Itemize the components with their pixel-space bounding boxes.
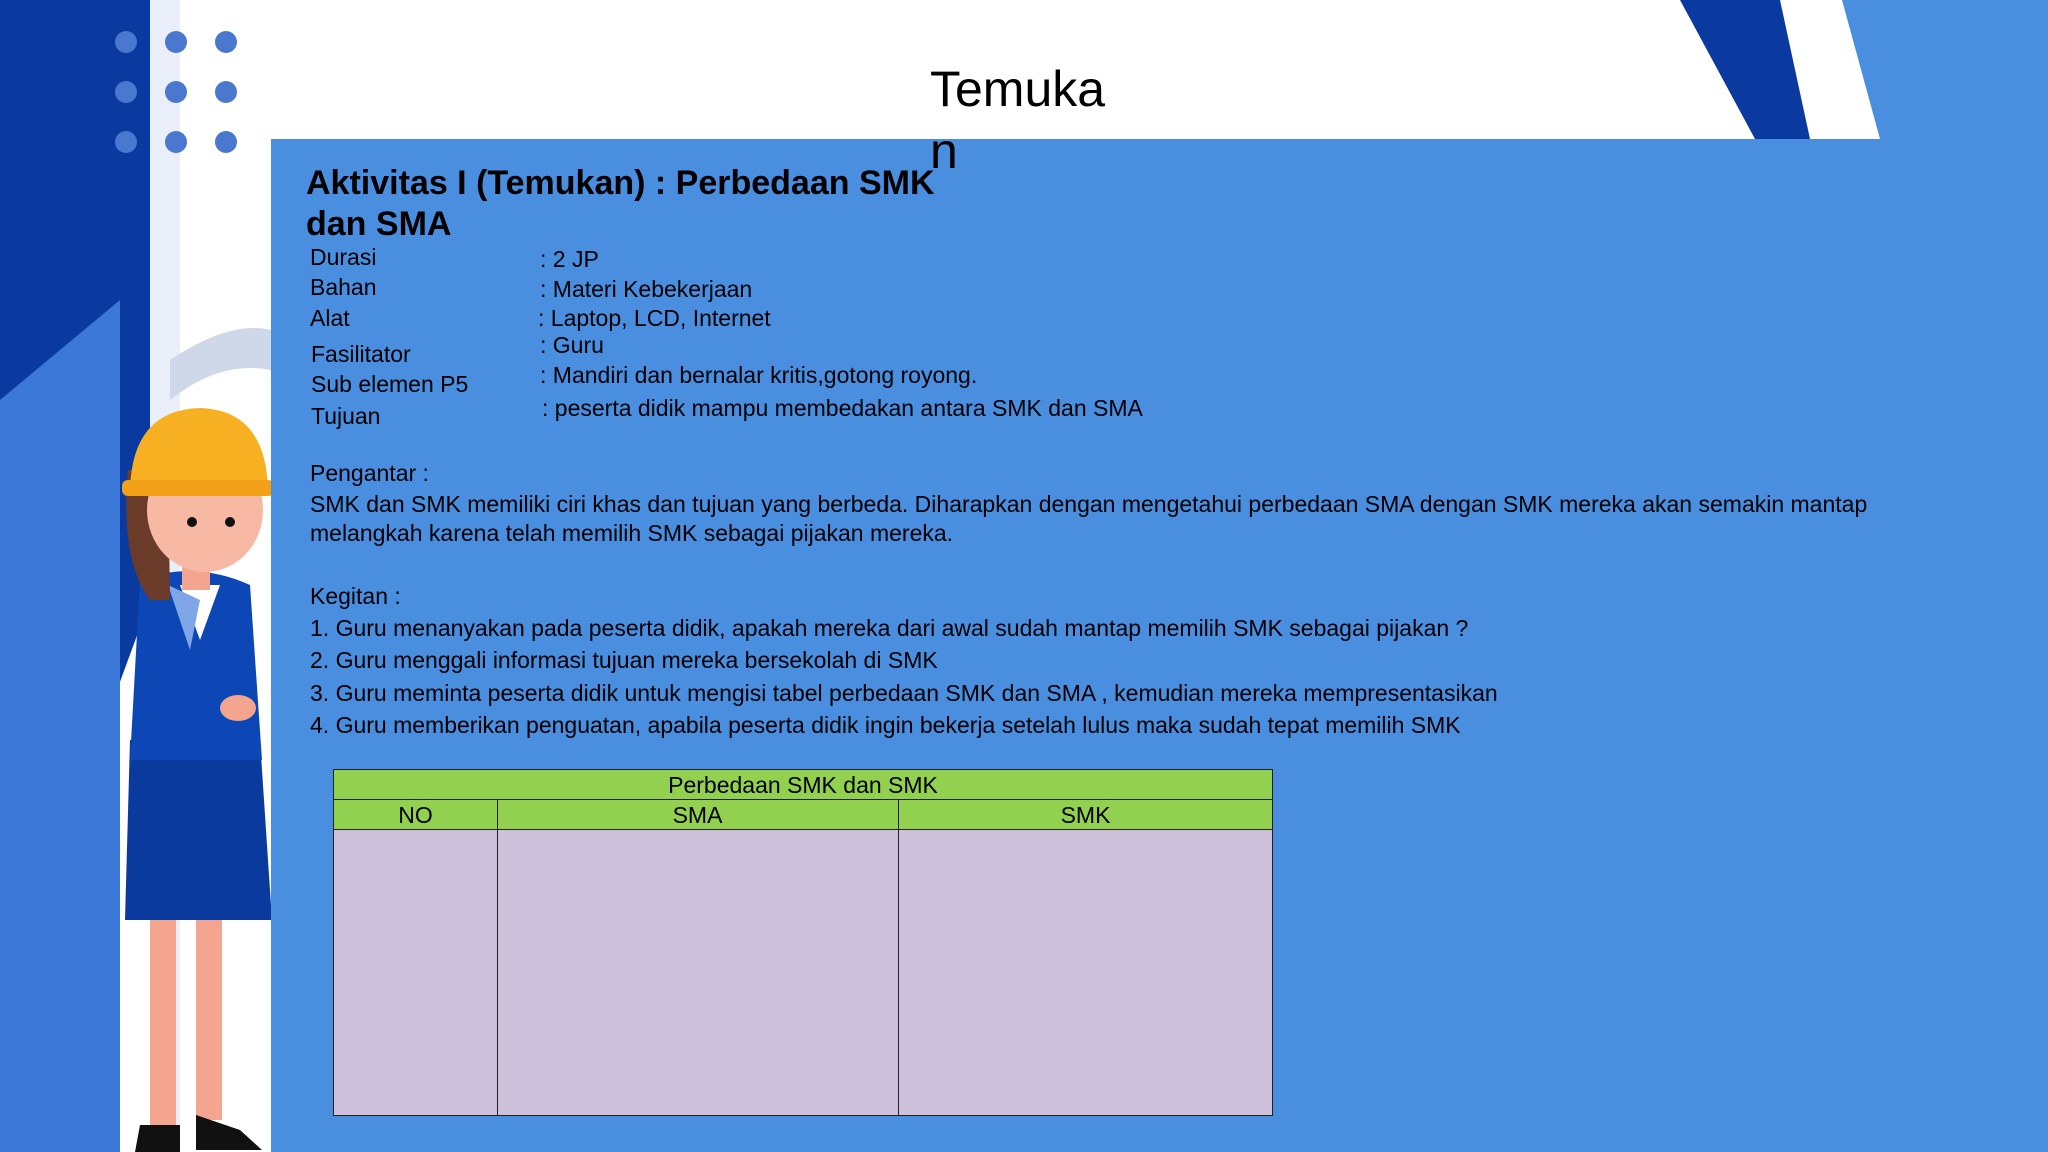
meta-value-bahan: : Materi Kebekerjaan [540, 276, 753, 302]
left-decor-shape-light [0, 300, 120, 1152]
column-header-sma: SMA [672, 802, 723, 828]
meta-label-alat: Alat [310, 305, 350, 331]
kegiatan-label: Kegitan : [310, 583, 401, 609]
worker-woman-illustration [122, 408, 274, 1152]
meta-value-tujuan: : peserta didik mampu membedakan antara SMK dan SMA [542, 395, 1143, 421]
column-header-smk: SMK [1060, 802, 1111, 828]
column-divider [898, 800, 899, 1115]
meta-label-bahan: Bahan [310, 274, 377, 300]
activity-heading: Aktivitas I (Temukan) : Perbedaan SMK dan SMA [306, 164, 935, 243]
meta-label-sub-elemen: Sub elemen P5 [311, 371, 469, 397]
pengantar-label: Pengantar : [310, 460, 429, 486]
column-header-no: NO [398, 802, 433, 828]
table-header-row [334, 800, 1272, 830]
kegiatan-item: 3. Guru meminta peserta didik untuk mengisi tabel perbedaan SMK dan SMA , kemudian mereka mempresentasikan [310, 680, 1498, 706]
curve-decor [170, 328, 271, 400]
top-right-light-shape [1842, 0, 2048, 139]
kegiatan-item: 1. Guru menanyakan pada peserta didik, apakah mereka dari awal sudah mantap memilih SMK sebagai pijakan ? [310, 615, 1469, 641]
meta-value-fasilitator: : Guru [540, 332, 604, 358]
slide-title: Temukan [930, 61, 1106, 179]
kegiatan-item: 2. Guru menggali informasi tujuan mereka bersekolah di SMK [310, 647, 938, 673]
pengantar-text: SMK dan SMK memiliki ciri khas dan tujuan yang berbeda. Diharapkan dengan mengetahui perbedaan SMA dengan SMK mereka akan semakin mantap melangkah karena telah memilih SMK sebagai pijakan mereka. [310, 491, 1868, 546]
meta-label-tujuan: Tujuan [311, 403, 381, 429]
meta-value-durasi: : 2 JP [540, 246, 599, 272]
meta-label-fasilitator: Fasilitator [311, 341, 411, 367]
meta-value-alat: : Laptop, LCD, Internet [538, 305, 771, 331]
kegiatan-item: 4. Guru memberikan penguatan, apabila peserta didik ingin bekerja setelah lulus maka sudah tepat memilih SMK [310, 712, 1461, 738]
column-divider [497, 800, 498, 1115]
dot-grid-decor [115, 31, 237, 153]
top-right-dark-shape [1680, 0, 1810, 139]
meta-value-sub-elemen: : Mandiri dan bernalar kritis,gotong royong. [540, 362, 978, 388]
table-caption: Perbedaan SMK dan SMK [334, 770, 1272, 800]
meta-label-durasi: Durasi [310, 244, 377, 270]
comparison-table [333, 769, 1273, 1116]
